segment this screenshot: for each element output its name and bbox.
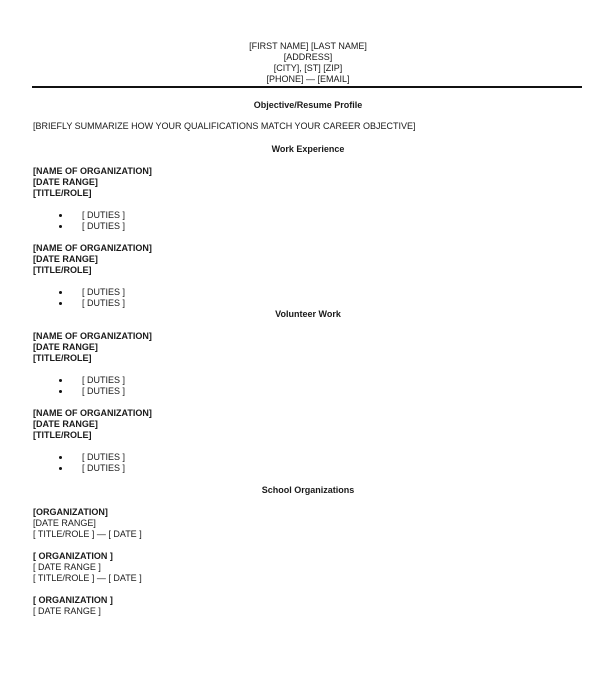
duties-list — [0, 210, 125, 232]
volunteer-work-heading: Volunteer Work — [275, 309, 341, 319]
date-range: [ DATE RANGE ] — [33, 562, 101, 572]
title-role-date: [ TITLE/ROLE ] — [ DATE ] — [33, 573, 142, 583]
organization-name: [NAME OF ORGANIZATION] — [33, 243, 152, 253]
city-state-zip-line: [CITY], [ST] [ZIP] — [273, 63, 343, 73]
organization-name: [ ORGANIZATION ] — [33, 595, 113, 605]
volunteer-entry — [33, 331, 152, 364]
school-organizations-heading: School Organizations — [261, 485, 355, 495]
duty-item: [ DUTIES ] — [0, 452, 125, 463]
school-entry — [33, 551, 142, 584]
objective-heading: Objective/Resume Profile — [253, 100, 363, 110]
work-entry — [33, 243, 152, 276]
date-range: [DATE RANGE] — [33, 254, 98, 264]
duty-item: [ DUTIES ] — [0, 375, 125, 386]
school-entry — [33, 507, 142, 540]
duties-list — [0, 375, 125, 397]
title-role: [TITLE/ROLE] — [33, 353, 92, 363]
date-range: [DATE RANGE] — [33, 177, 98, 187]
duty-item: [ DUTIES ] — [0, 386, 125, 397]
duties-list — [0, 452, 125, 474]
objective-summary: [BRIEFLY SUMMARIZE HOW YOUR QUALIFICATIONS MATCH YOUR CAREER OBJECTIVE] — [33, 121, 416, 131]
date-range: [DATE RANGE] — [33, 518, 96, 528]
duty-item: [ DUTIES ] — [0, 463, 125, 474]
title-role: [TITLE/ROLE] — [33, 265, 92, 275]
date-range: [DATE RANGE] — [33, 419, 98, 429]
organization-name: [NAME OF ORGANIZATION] — [33, 408, 152, 418]
organization-name: [ ORGANIZATION ] — [33, 551, 113, 561]
duty-item: [ DUTIES ] — [0, 298, 125, 309]
resume-header — [0, 41, 616, 85]
organization-name: [ORGANIZATION] — [33, 507, 108, 517]
duty-item: [ DUTIES ] — [0, 221, 125, 232]
school-entry — [33, 595, 113, 617]
volunteer-entry — [33, 408, 152, 441]
organization-name: [NAME OF ORGANIZATION] — [33, 166, 152, 176]
work-experience-heading: Work Experience — [271, 144, 345, 154]
title-role-date: [ TITLE/ROLE ] — [ DATE ] — [33, 529, 142, 539]
duties-list — [0, 287, 125, 309]
duty-item: [ DUTIES ] — [0, 210, 125, 221]
date-range: [DATE RANGE] — [33, 342, 98, 352]
date-range: [ DATE RANGE ] — [33, 606, 101, 616]
work-entry — [33, 166, 152, 199]
header-divider — [32, 86, 582, 88]
title-role: [TITLE/ROLE] — [33, 188, 92, 198]
address-line: [ADDRESS] — [283, 52, 333, 62]
candidate-name: [FIRST NAME] [LAST NAME] — [249, 41, 367, 51]
organization-name: [NAME OF ORGANIZATION] — [33, 331, 152, 341]
duty-item: [ DUTIES ] — [0, 287, 125, 298]
title-role: [TITLE/ROLE] — [33, 430, 92, 440]
contact-line: [PHONE] — [EMAIL] — [266, 74, 350, 84]
